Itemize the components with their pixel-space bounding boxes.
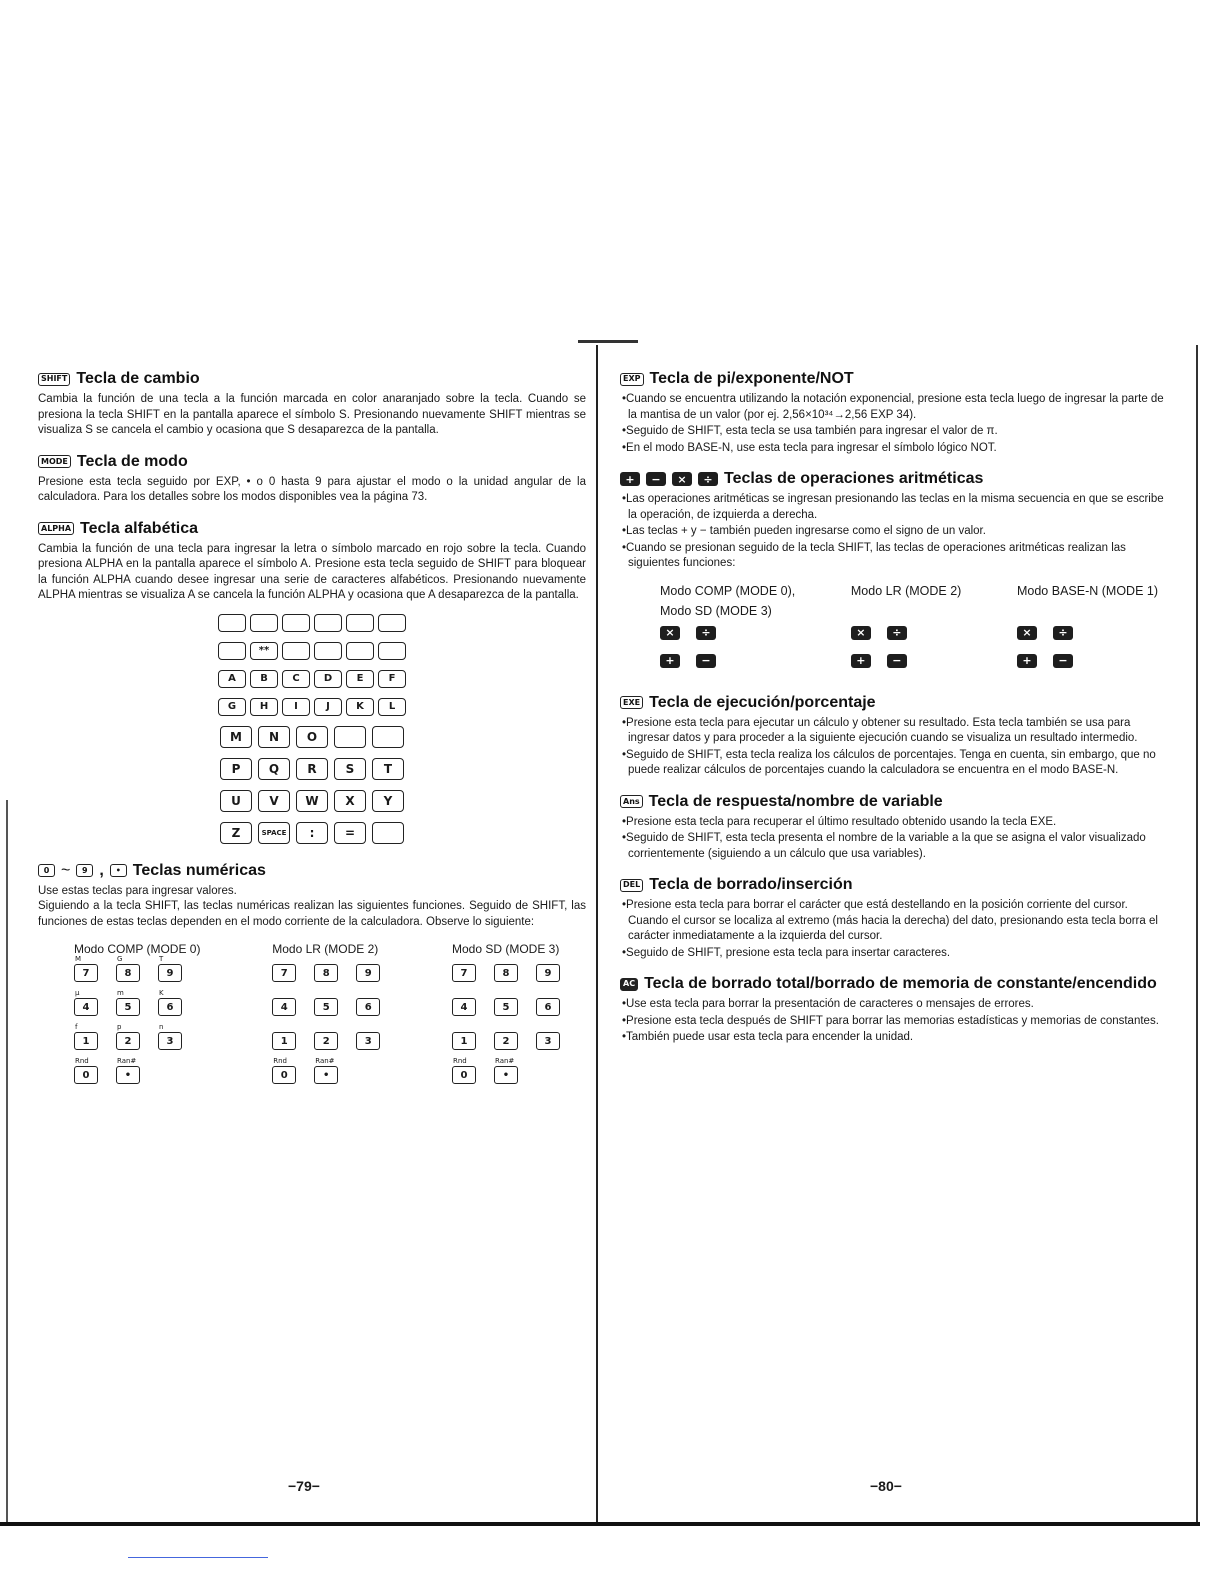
left-page [38,370,586,1494]
alpha-key: G [218,698,246,716]
alpha-key: X [334,790,366,812]
numeric-text-1: Use estas teclas para ingresar valores. [38,884,237,897]
num-key-value: 2 [322,1035,330,1047]
num-key-value: • [323,1069,330,1081]
alpha-key: M [220,726,252,748]
num-key-value: 8 [502,967,510,979]
alpha-key [372,822,404,844]
alpha-key [378,614,406,632]
ans-title: Tecla de respuesta/nombre de variable [648,792,943,810]
blue-underline [128,1557,268,1558]
num-key [158,1023,182,1050]
arith-mode-basen-label: Modo BASE-N (MODE 1) [1016,583,1158,598]
ans-bullet-1: •Presione esta tecla para recuperar el último resultado obtenido usando la tecla EXE. [622,815,1057,828]
minus-key-icon: − [887,654,907,668]
arith-title: Teclas de operaciones aritméticas [724,470,984,487]
num-key-value: 3 [166,1035,174,1047]
ac-key-icon: AC [620,978,638,991]
mode-sd-label: Modo SD (MODE 3) [452,942,560,956]
num-row [452,1032,560,1050]
arith-mode-lr [851,584,961,668]
op-keys [851,626,961,640]
shift-text: Cambia la función de una tecla a la función marcada en color anaranjado sobre la tecla. Cuando se presiona la tecla SHIFT en la pantalla aparece el símbolo S. Presionando nuevamente SHIFT mientras se visualiza S se cancela el cambio y ocasiona que S desaparezca de la pantalla. [38,393,586,436]
dot-key-icon: • [110,864,127,877]
alpha-key: Q [258,758,290,780]
num-key [158,989,182,1016]
op-keys [660,626,795,640]
mode-key-icon: MODE [38,455,71,468]
alpha-key [378,642,406,660]
num-key [116,1023,140,1050]
alpha-key [218,614,246,632]
alpha-key: F [378,670,406,688]
ac-title: Tecla de borrado total/borrado de memoria de constante/encendido [644,975,1157,992]
numeric-title: Teclas numéricas [132,861,266,879]
exe-title: Tecla de ejecución/porcentaje [649,693,876,711]
arith-modes [660,584,1158,668]
arith-bullet-1: •Las operaciones aritméticas se ingresan presionando las teclas en la misma secuencia en que se escribe la operación, de izquierda a derecha. [622,493,1164,521]
alpha-key [314,614,342,632]
num-key-value: 2 [502,1035,510,1047]
num-key-label: M [75,955,82,963]
exe-heading [620,694,1168,712]
alpha-key [334,726,366,748]
numeric-text-2: Siguiendo a la tecla SHIFT, las teclas numéricas realizan las siguientes funciones. Seguido de SHIFT, las funciones de estas teclas dependen en el modo corriente de la calculadora. Observe lo siguiente: [38,900,586,928]
num-key [494,1032,518,1050]
num-key [356,998,380,1016]
times-key-icon: × [672,472,692,486]
alpha-key: H [250,698,278,716]
ans-bullet-2: •Seguido de SHIFT, esta tecla presenta el nombre de la variable a la que se asigna el valor visualizado corrientemente (siguiendo a un cálculo que usa variables). [622,832,1146,860]
divide-key-icon: ÷ [698,472,718,486]
alpha-key-icon: ALPHA [38,522,74,535]
num-key [536,1032,560,1050]
exe-bullet-1: •Presione esta tecla para ejecutar un cálculo y obtener su resultado. Esta tecla también se usa para ingresar datos y para proceder a la siguiente ejecución cuando se visualiza un resultado intermedio. [622,716,1138,744]
num-key [356,964,380,982]
num-key [158,955,182,982]
del-bullet-2: •Seguido de SHIFT, presione esta tecla para insertar caracteres. [622,946,951,959]
alpha-key: = [334,822,366,844]
num-key-value: 1 [280,1035,288,1047]
left-edge [6,800,8,1525]
alpha-key: Z [220,822,252,844]
num-key-value: 4 [82,1001,90,1013]
shift-title: Tecla de cambio [76,370,200,387]
num-key-value: 6 [166,1001,174,1013]
times-key-icon: × [1017,626,1037,640]
alpha-key: U [220,790,252,812]
minus-key-icon: − [696,654,716,668]
num-key-value: 6 [364,1001,372,1013]
alpha-key: D [314,670,342,688]
alpha-key: A [218,670,246,688]
num-key-label: Rnd [453,1057,467,1065]
plus-key-icon: + [851,654,871,668]
mode-section [38,453,586,506]
arith-mode-lr-label: Modo LR (MODE 2) [850,583,962,598]
alpha-key: I [282,698,310,716]
num-key-value: 0 [460,1069,468,1081]
num-key [116,1057,140,1084]
alpha-heading [38,520,586,538]
num-key [74,989,98,1016]
num-key [272,998,296,1016]
alpha-key: ** [250,642,278,660]
alpha-key [346,642,374,660]
arith-mode-sd-label: Modo SD (MODE 3) [660,603,772,618]
num-key [494,998,518,1016]
num-key-value: • [124,1069,132,1081]
pi-title: Tecla de pi/exponente/NOT [649,370,854,387]
num-key-value: 2 [124,1035,132,1047]
num-row [272,1032,380,1050]
num-key [74,1023,98,1050]
alpha-key [282,614,310,632]
alpha-key: V [258,790,290,812]
pi-section [620,370,1168,456]
num-key-label: μ [75,989,80,997]
num-key-label: Rnd [273,1057,287,1065]
op-keys [660,654,795,668]
right-page [620,370,1168,1494]
divide-key-icon: ÷ [696,626,716,640]
alpha-key: J [314,698,342,716]
num-key-label: f [75,1023,78,1031]
alpha-title: Tecla alfabética [80,519,199,537]
alpha-key [372,726,404,748]
page-number-left: −79− [288,1478,320,1494]
alpha-key: W [296,790,328,812]
alpha-keys-small [217,614,407,716]
num-key-value: 4 [460,1001,468,1013]
pi-bullet-1: •Cuando se encuentra utilizando la notación exponencial, presione esta tecla luego de ingresar la parte de la mantisa de un valor (por ej. 2,56×10³⁴→2,56 EXP 34). [622,393,1164,421]
alpha-key: P [220,758,252,780]
num-row [74,1057,200,1084]
alpha-key: B [250,670,278,688]
num-key [74,955,98,982]
alpha-key: : [296,822,328,844]
exe-bullet-2: •Seguido de SHIFT, esta tecla realiza los cálculos de porcentajes. Tenga en cuenta, sin embargo, que no puede realizar cálculos de porcentajes cuando la calculadora se encuentra en el modo BASE-N. [622,748,1156,776]
num-key-label: Ran# [495,1057,515,1065]
alpha-key: C [282,670,310,688]
zero-key-icon: 0 [38,864,55,877]
divide-key-icon: ÷ [887,626,907,640]
shift-heading [38,370,586,388]
num-key-value: 9 [364,967,372,979]
times-key-icon: × [660,626,680,640]
numeric-heading: 0 ~ 9 , • Teclas numéricas [38,862,586,880]
alpha-key: N [258,726,290,748]
num-key-value: 1 [460,1035,468,1047]
mode-heading [38,453,586,471]
mode-title: Tecla de modo [76,452,188,470]
num-row [74,1023,200,1050]
exp-key-icon: EXP [620,373,644,386]
numeric-modes [38,942,586,1084]
num-key [74,1057,98,1084]
alpha-key: T [372,758,404,780]
page-number-right: −80− [870,1478,902,1494]
alpha-text: Cambia la función de una tecla para ingresar la letra o símbolo marcado en rojo sobre la tecla. Cuando presiona ALPHA en la pantalla aparece el símbolo A. Presione esta tecla seguido de SHIFT para bloquear la función ALPHA cuando desee ingresar una serie de caracteres alfabéticos. Presionando nuevamente ALPHA mientras se visualiza A se cancela la función ALPHA y ocasiona que A desaparezca de la pantalla. [38,542,586,601]
num-key [452,998,476,1016]
alpha-key: E [346,670,374,688]
arith-bullet-2: •Las teclas + y − también pueden ingresarse como el signo de un valor. [622,525,986,537]
numeric-section [38,862,586,1085]
num-key-label: Ran# [117,1057,137,1065]
mode-comp-label: Modo COMP (MODE 0) [74,942,201,956]
alpha-key: O [296,726,328,748]
num-key-value: 7 [280,967,288,979]
num-key [314,1032,338,1050]
plus-key-icon: + [620,472,640,486]
num-key-value: 5 [124,1001,132,1013]
del-bullet-1: •Presione esta tecla para borrar el carácter que está destellando en la posición corriente del cursor. Cuando el cursor se localiza al extremo (más hacia la derecha) del dato, presionando esta tecla borra el carácter inmediatamente a la izquierda del cursor. [622,899,1158,942]
alpha-key [250,614,278,632]
num-key-label: Ran# [315,1057,335,1065]
num-key [314,964,338,982]
plus-key-icon: + [1017,654,1037,668]
alpha-key [346,614,374,632]
alpha-key: R [296,758,328,780]
num-key [452,1057,476,1084]
mode-sd-column [452,942,560,1084]
num-key-value: • [502,1069,510,1081]
shift-section [38,370,586,439]
num-key [272,964,296,982]
num-key-value: 9 [544,967,552,979]
num-key [272,1032,296,1050]
num-key-value: 0 [82,1069,90,1081]
num-row [272,964,380,982]
num-key-value: 3 [544,1035,552,1047]
num-key [452,964,476,982]
num-key-value: 5 [502,1001,510,1013]
alpha-keys-large [212,726,412,844]
num-row [74,955,200,982]
num-key [116,989,140,1016]
shift-key-icon: SHIFT [38,373,70,386]
num-row [74,989,200,1016]
num-key-label: m [117,989,124,997]
divide-key-icon: ÷ [1053,626,1073,640]
alpha-section [38,520,586,844]
num-key [314,1057,338,1084]
exe-key-icon: EXE [620,696,643,709]
arith-mode-comp [660,584,795,668]
minus-key-icon: − [1053,654,1073,668]
num-key [272,1057,296,1084]
spine-top-mark [578,340,638,343]
num-key [452,1032,476,1050]
exe-section [620,694,1168,779]
alpha-key [282,642,310,660]
space-key: SPACE [258,822,290,844]
num-key [536,964,560,982]
times-key-icon: × [851,626,871,640]
mode-text: Presione esta tecla seguido por EXP, • o 0 hasta 9 para ajustar el modo o la unidad angular de la calculadora. Para los detalles sobre los modos disponibles vea la página 73. [38,475,586,503]
num-row [272,1057,380,1084]
num-row [272,998,380,1016]
alpha-key: K [346,698,374,716]
num-key [536,998,560,1016]
num-key-value: 9 [166,967,174,979]
alpha-key [314,642,342,660]
num-key-label: n [159,1023,164,1031]
num-key-label: Rnd [75,1057,89,1065]
mode-lr-label: Modo LR (MODE 2) [272,942,379,956]
ac-section [620,975,1168,1046]
alpha-key: S [334,758,366,780]
ans-key-icon: Ans [620,795,643,808]
num-key-value: 3 [364,1035,372,1047]
ac-bullet-3: •También puede usar esta tecla para encender la unidad. [622,1031,914,1043]
ac-heading [620,975,1168,993]
arith-bullet-3: •Cuando se presionan seguido de la tecla SHIFT, las teclas de operaciones aritméticas realizan las siguientes funciones: [622,541,1126,569]
num-key-value: 8 [124,967,132,979]
num-key [494,964,518,982]
num-key [494,1057,518,1084]
del-heading [620,876,1168,894]
num-key-value: 1 [82,1035,90,1047]
bottom-rule [0,1522,1200,1526]
right-edge [1196,345,1198,1525]
num-key-label: K [159,989,164,997]
pi-heading [620,370,1168,388]
arith-mode-comp-label: Modo COMP (MODE 0), [660,583,796,598]
ans-heading [620,793,1168,811]
ac-bullet-1: •Use esta tecla para borrar la presentación de caracteres o mensajes de errores. [622,998,1034,1010]
pi-bullet-3: •En el modo BASE-N, use esta tecla para ingresar el símbolo lógico NOT. [622,441,997,454]
num-row [452,964,560,982]
page-spine [596,345,598,1525]
plus-key-icon: + [660,654,680,668]
num-key-value: 6 [544,1001,552,1013]
ac-bullet-2: •Presione esta tecla después de SHIFT para borrar las memorias estadísticas y memorias de constantes. [622,1014,1159,1027]
num-key-value: 7 [460,967,468,979]
num-key-value: 4 [280,1001,288,1013]
num-key-label: p [117,1023,122,1031]
arith-heading [620,470,1168,488]
arith-mode-basen [1017,584,1158,668]
del-title: Tecla de borrado/inserción [649,876,853,893]
ans-section [620,793,1168,863]
num-key [314,998,338,1016]
del-key-icon: DEL [620,879,643,892]
num-key-label: T [159,955,164,963]
op-keys [1017,654,1158,668]
num-key-value: 7 [82,967,90,979]
pi-bullet-2: •Seguido de SHIFT, esta tecla se usa también para ingresar el valor de π. [622,425,998,437]
del-section [620,876,1168,961]
num-key-label: G [117,955,123,963]
mode-comp-column [74,942,200,1084]
num-key [116,955,140,982]
arith-section [620,470,1168,668]
num-key-value: 8 [322,967,330,979]
op-keys [851,654,961,668]
op-keys [1017,626,1158,640]
num-key-value: 5 [322,1001,330,1013]
num-key [356,1032,380,1050]
alpha-key: Y [372,790,404,812]
minus-key-icon: − [646,472,666,486]
alpha-key [218,642,246,660]
mode-lr-column [272,942,380,1084]
num-key-value: 0 [280,1069,288,1081]
alpha-key: L [378,698,406,716]
nine-key-icon: 9 [76,864,93,877]
num-row [452,1057,560,1084]
num-row [452,998,560,1016]
